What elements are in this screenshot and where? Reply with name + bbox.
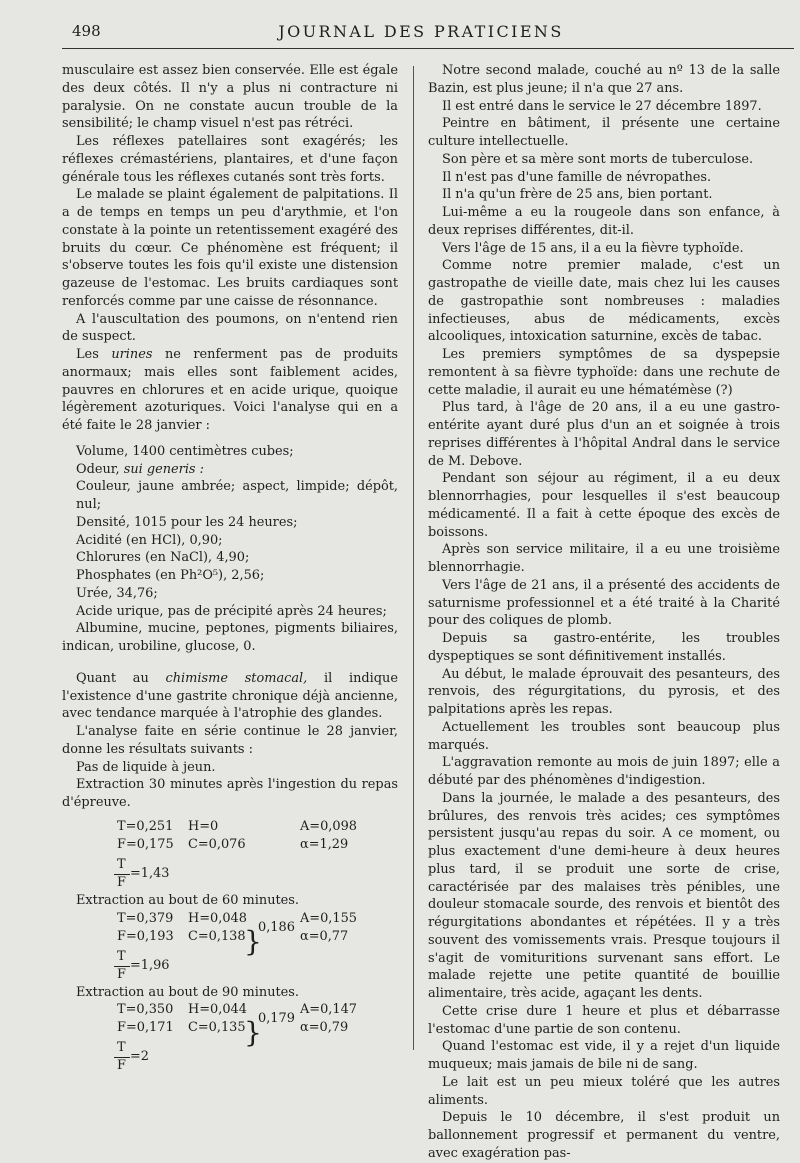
analysis-item: Volume, 1400 centimètres cubes; bbox=[76, 443, 294, 459]
paragraph: Notre second malade, couché au nº 13 de la salle Bazin, est plus jeune; il n'a que 27 ans. bbox=[428, 63, 780, 96]
equation-row: T=0,251 H=0 A=0,098 bbox=[117, 818, 358, 834]
paragraph: Il est entré dans le service le 27 décembre 1897. bbox=[442, 98, 762, 114]
analysis-item: Phosphates (en Ph²O⁵), 2,56; bbox=[76, 568, 265, 583]
paragraph: Comme notre premier malade, c'est un gastropathe de vieille date, mais chez lui les causes de gastropathie sont nombreuses : maladies infectieuses, abus de médicaments, excès alcooliques, intoxication saturnine, excès de tabac. bbox=[428, 258, 780, 345]
paragraph: Après son service militaire, il a eu une troisième blennorrhagie. bbox=[428, 542, 780, 575]
paragraph: Vers l'âge de 15 ans, il a eu la fièvre typhoïde. bbox=[442, 240, 744, 256]
header-rule bbox=[62, 48, 794, 49]
paragraph: Vers l'âge de 21 ans, il a présenté des accidents de saturnisme professionnel et a été traité à la Charité pour des coliques de plomb. bbox=[428, 577, 780, 629]
paragraph: musculaire est assez bien conservée. Elle est égale des deux côtés. Il n'y a plus ni contracture ni paralysie. On ne constate aucun trouble de la sensibilité; le champ visuel n'est pas rétréci. bbox=[62, 63, 398, 132]
paragraph: L'analyse faite en série continue le 28 janvier, donne les résultats suivants : bbox=[62, 724, 398, 757]
paragraph: Dans la journée, le malade a des pesanteurs, des brûlures, des renvois très acides; ces symptômes persistent jusqu'au repas du soir. A ce moment, ou plus exactement d'une demi-heure à deux heures plus tard, il se produit une sorte de crise, caractérisée par des malaises très pénibles, une douleur stomacale sourde, des renvois et bientôt des régurgitations abondantes et répétées. Il y a très souvent des vomissements vrais. Presque toujours il s'agit de vomituritions survenant sans effort. Le malade rejette une petite quantité de bouillie alimentaire, très acide, agaçant les dents. bbox=[428, 790, 780, 1001]
equation-row: F=0,175 C=0,076 α=1,29 bbox=[117, 836, 349, 852]
column-divider bbox=[413, 66, 414, 1050]
paragraph: Quand l'estomac est vide, il y a rejet d'un liquide muqueux; mais jamais de bile ni de sang. bbox=[428, 1039, 780, 1072]
ratio-fraction: T F =1,43 bbox=[62, 854, 398, 892]
paragraph: Extraction 30 minutes après l'ingestion du repas d'épreuve. bbox=[62, 777, 398, 810]
paragraph: L'aggravation remonte au mois de juin 1897; elle a débuté par des phénomènes d'indigestion. bbox=[428, 755, 780, 788]
right-column bbox=[428, 62, 780, 1163]
analysis-item: Chlorures (en NaCl), 4,90; bbox=[76, 550, 250, 566]
equation-row: T=0,379 H=0,048 A=0,155 bbox=[117, 910, 358, 926]
analysis-item: Acide urique, pas de précipité après 24 heures; bbox=[76, 603, 387, 619]
paragraph: Son père et sa mère sont morts de tuberculose. bbox=[442, 151, 754, 167]
analysis-item: Urée, 34,76; bbox=[76, 585, 158, 601]
running-title: JOURNAL DES PRATICIENS bbox=[278, 22, 564, 41]
ratio-fraction: T F =2 bbox=[62, 1037, 398, 1075]
paragraph: Les urines ne renferment pas de produits anormaux; mais elles sont faiblement acides, pauvres en chlorures et en acide urique, quoique légèrement azoturiques. Voici l'analyse qui en a été faite le 28 janvier : bbox=[62, 347, 398, 433]
paragraph: Pendant son séjour au régiment, il a eu deux blennorrhagies, pour lesquelles il s'est beaucoup médicamenté. Il a fait à cette époque des excès de boissons. bbox=[428, 471, 780, 540]
left-column bbox=[62, 62, 398, 1075]
paragraph: Lui-même a eu la rougeole dans son enfance, à deux reprises différentes, dit-il. bbox=[428, 205, 780, 238]
paragraph: Le malade se plaint également de palpitations. Il a de temps en temps un peu d'arythmie, et l'on constate à la pointe un retentissement exagéré des bruits du cœur. Ce phénomène est fréquent; il s'observe toutes les fois qu'il existe une distension gazeuse de l'estomac. Les bruits cardiaques sont renforcés comme par une caisse de résonnance. bbox=[62, 187, 398, 309]
paragraph: Cette crise dure 1 heure et plus et débarrasse l'estomac d'une partie de son contenu. bbox=[428, 1003, 780, 1037]
paragraph: Il n'a qu'un frère de 25 ans, bien portant. bbox=[442, 187, 713, 203]
analysis-item: Densité, 1015 pour les 24 heures; bbox=[76, 514, 298, 530]
paragraph: Au début, le malade éprouvait des pesanteurs, des renvois, des régurgitations, du pyrosis, et des palpitations après les repas. bbox=[428, 666, 780, 717]
paragraph: A l'auscultation des poumons, on n'entend rien de suspect. bbox=[62, 311, 398, 345]
paragraph: Quant au chimisme stomacal, il indique l'existence d'une gastrite chronique déjà ancienne, avec tendance marquée à l'atrophie des glandes. bbox=[62, 670, 398, 722]
paragraph: Peintre en bâtiment, il présente une certaine culture intellectuelle. bbox=[428, 116, 780, 149]
paragraph: Depuis sa gastro-entérite, les troubles dyspeptiques se sont définitivement installés. bbox=[428, 631, 780, 664]
paragraph: Extraction au bout de 60 minutes. bbox=[76, 892, 300, 908]
paragraph: Les premiers symptômes de sa dyspepsie remontent à sa fièvre typhoïde: dans une rechute de cette maladie, il aurait eu une hématémèse (?) bbox=[428, 347, 780, 398]
equation-row: T=0,350 H=0,044 A=0,147 bbox=[117, 1002, 358, 1018]
paragraph: Il n'est pas d'une famille de névropathes. bbox=[442, 169, 712, 185]
ratio-fraction: T F =1,96 bbox=[62, 946, 398, 984]
paragraph: Pas de liquide à jeun. bbox=[76, 759, 216, 775]
analysis-item: Odeur, sui generis : bbox=[76, 461, 204, 477]
analysis-item: Couleur, jaune ambrée; aspect, limpide; dépôt, nul; bbox=[76, 479, 398, 512]
paragraph: Le lait est un peu mieux toléré que les autres aliments. bbox=[428, 1074, 780, 1108]
paragraph: Plus tard, à l'âge de 20 ans, il a eu une gastro-entérite ayant duré plus d'un an et soignée à trois reprises différentes à l'hôpital Andral dans le service de M. Debove. bbox=[428, 400, 780, 469]
paragraph: Actuellement les troubles sont beaucoup plus marqués. bbox=[428, 719, 780, 753]
equation-row: F=0,171 C=0,135 α=0,79 } 0,179 bbox=[117, 1011, 349, 1050]
equation-row: F=0,193 C=0,138 α=0,77 } 0,186 bbox=[117, 919, 349, 958]
paragraph: Extraction au bout de 90 minutes. bbox=[76, 984, 300, 1000]
page-header bbox=[62, 20, 780, 42]
paragraph: Depuis le 10 décembre, il s'est produit un ballonnement progressif et permanent du ventre, avec exagération pas- bbox=[428, 1110, 780, 1161]
paragraph: Les réflexes patellaires sont exagérés; les réflexes crémastériens, plantaires, et d'une façon générale tous les réflexes cutanés sont très forts. bbox=[62, 134, 398, 185]
analysis-item: Albumine, mucine, peptones, pigments biliaires, indican, urobiline, glucose, 0. bbox=[62, 621, 398, 654]
page-number: 498 bbox=[72, 22, 101, 40]
analysis-item: Acidité (en HCl), 0,90; bbox=[76, 532, 223, 548]
